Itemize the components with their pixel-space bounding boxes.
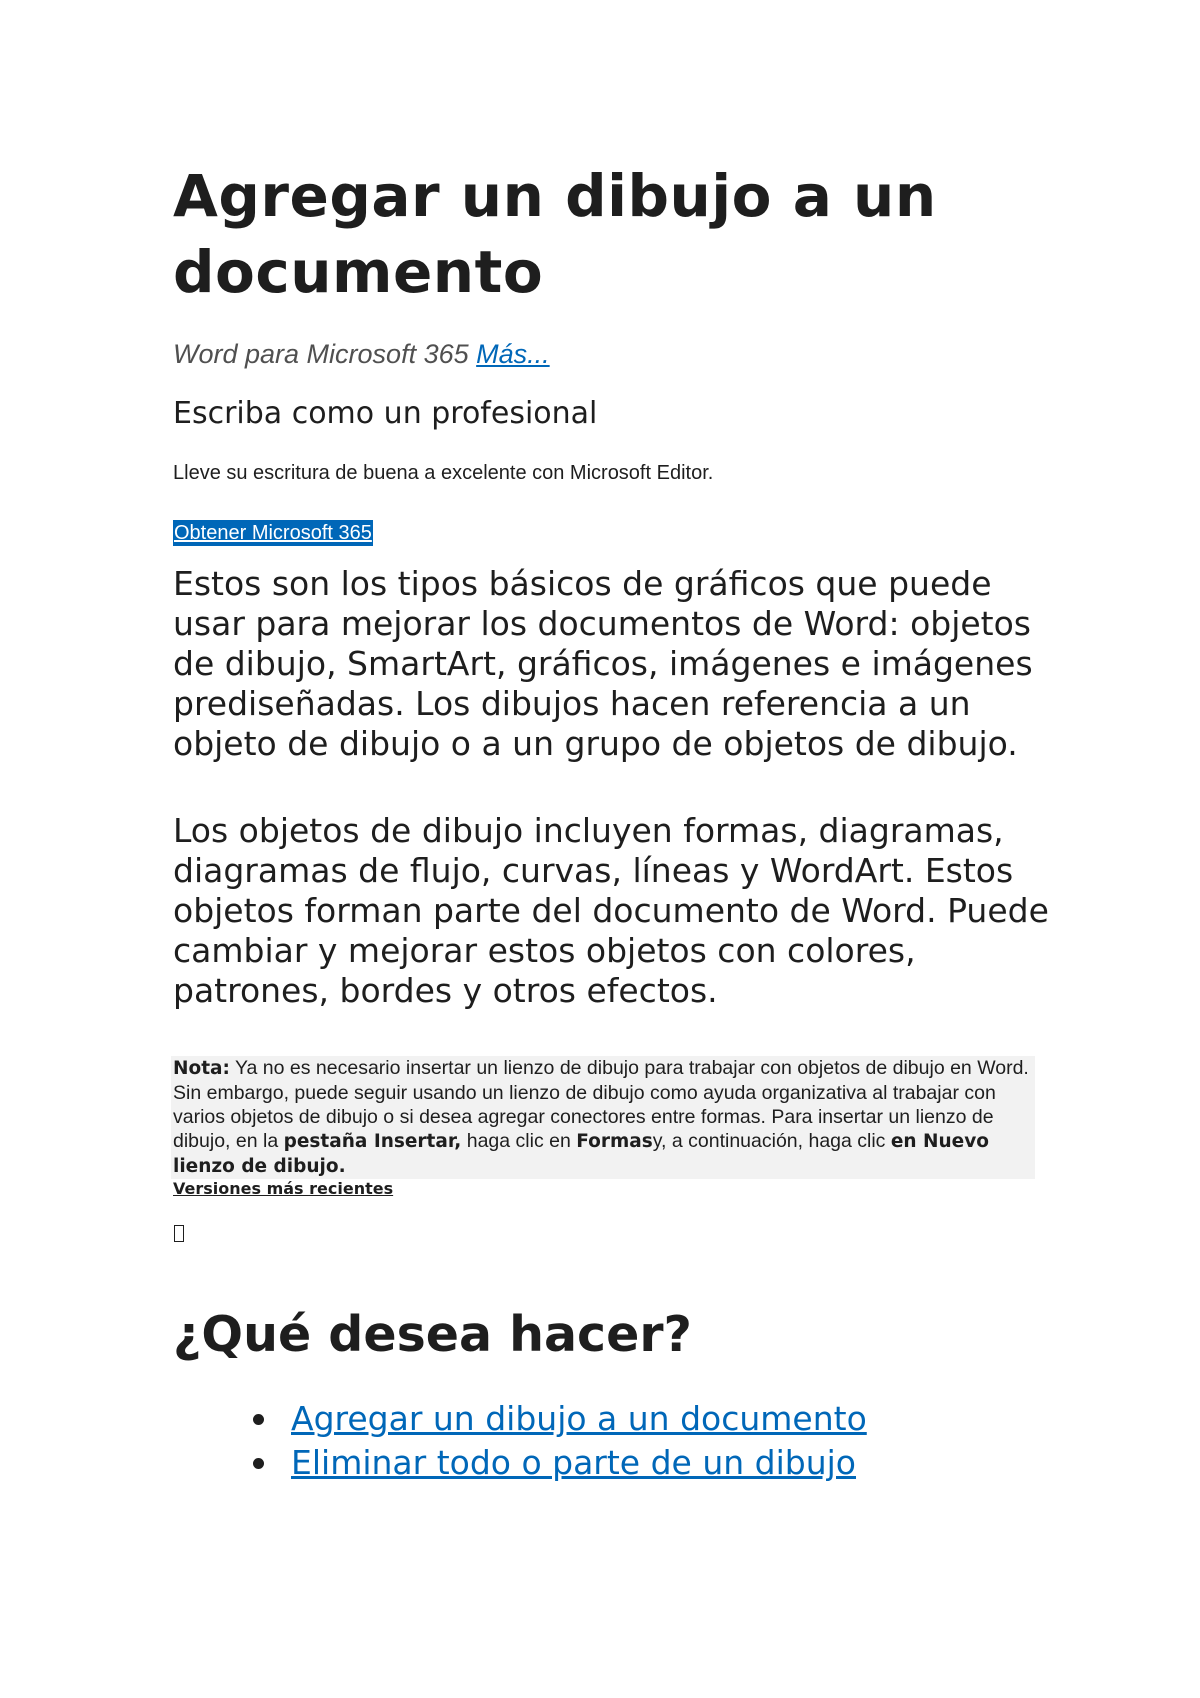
applies-to-line (173, 337, 550, 371)
more-link[interactable]: Más... (476, 339, 550, 369)
drawing-objects-paragraph: Los objetos de dibujo incluyen formas, diagramas, diagramas de flujo, curvas, líneas y WordArt. Estos objetos forman parte del documento de Word. Puede cambiar y mejorar estos objetos con colores, patrones, bordes y otros efectos. (173, 811, 1049, 1010)
promo-text: Lleve su escritura de buena a excelente con Microsoft Editor. (173, 462, 714, 484)
note-bold-new-canvas: en Nuevo lienzo de dibujo. (173, 1131, 989, 1177)
note-text-2: haga clic en (461, 1130, 577, 1152)
toc-list (173, 1397, 867, 1485)
note-box (171, 1056, 1035, 1179)
toc-link-add-drawing[interactable]: Agregar un dibujo a un documento (291, 1399, 867, 1438)
note-bold-shapes: Formas (576, 1131, 653, 1152)
toc-link-delete-drawing[interactable]: Eliminar todo o parte de un dibujo (291, 1443, 856, 1482)
promo-heading: Escriba como un profesional (173, 396, 598, 431)
page-title: Agregar un dibujo a un documento (173, 162, 937, 306)
intro-paragraph: Estos son los tipos básicos de gráficos que puede usar para mejorar los documentos de Word: objetos de dibujo, SmartArt, gráficos, imágenes e imágenes prediseñadas. Los dibujos hacen referencia a un objeto de dibujo o a un grupo de objetos de dibujo. (173, 564, 1033, 763)
applies-to-text: Word para Microsoft 365 (173, 339, 469, 369)
newer-versions-link[interactable]: Versiones más recientes (173, 1179, 394, 1198)
get-microsoft-365-link[interactable]: Obtener Microsoft 365 (174, 522, 372, 544)
missing-glyph-icon (174, 1225, 184, 1242)
note-bold-insert-tab: pestaña Insertar, (283, 1131, 462, 1152)
toc-item (173, 1397, 867, 1441)
section-heading: ¿Qué desea hacer? (173, 1306, 692, 1363)
bullet-icon (253, 1414, 264, 1425)
note-text-3: y, a continuación, haga clic (652, 1130, 891, 1152)
toc-item (173, 1441, 867, 1485)
note-label: Nota: (173, 1058, 230, 1079)
note-text-1: Ya no es necesario insertar un lienzo de dibujo para trabajar con objetos de dibujo en Word. Sin embargo, puede seguir usando un lienzo de dibujo como ayuda organizativa al trabajar con varios objetos de dibujo o si desea agregar conectores entre formas. Para insertar un lienzo de dibujo, en la (173, 1057, 1029, 1152)
bullet-icon (253, 1458, 264, 1469)
